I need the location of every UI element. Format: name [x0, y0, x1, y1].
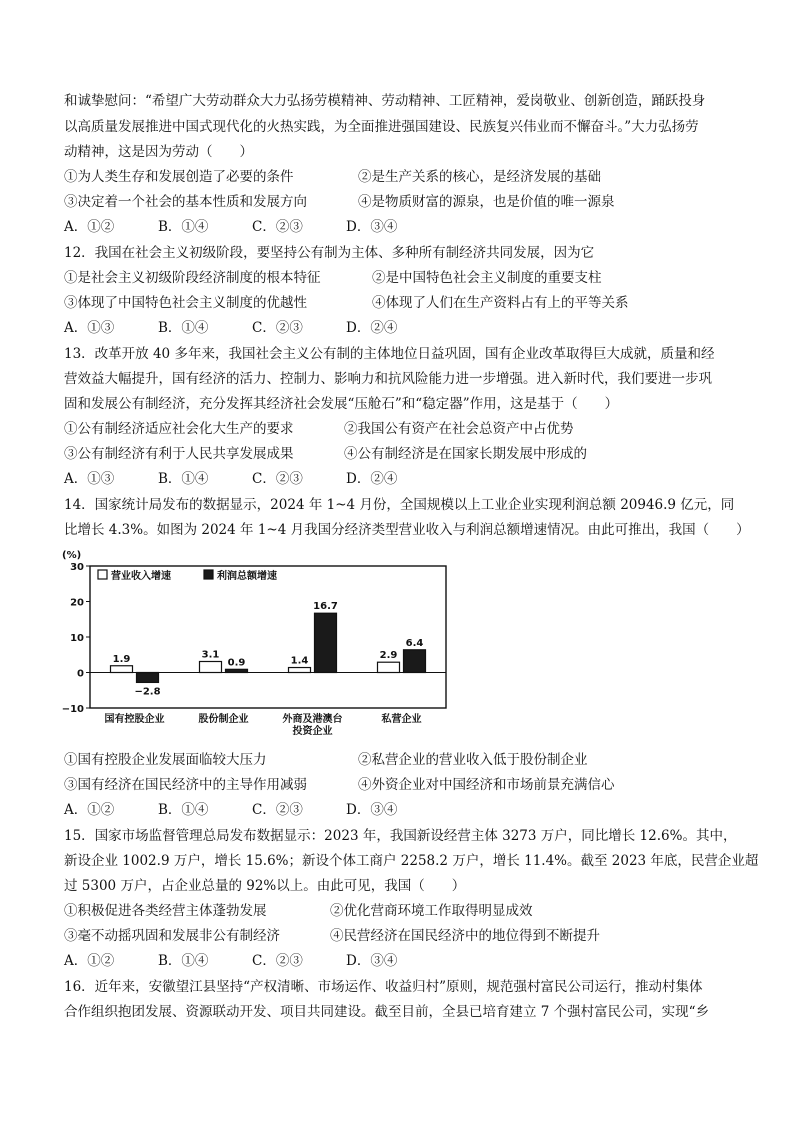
q11-item-2: ②是生产关系的核心，是经济发展的基础 — [358, 169, 601, 185]
q13-item-2: ②我国公有资产在社会总资产中占优势 — [344, 421, 574, 437]
y-tick-label: 10 — [70, 633, 84, 644]
category-label: 国有控股企业 — [104, 714, 165, 725]
q12-item-2: ②是中国特色社会主义制度的重要支柱 — [372, 270, 602, 286]
q16-stem-line-2: 合作组织抱团发展、资源联动开发、项目共同建设。截至目前，全县已培育建立 7 个强村富民公司，实现“乡 — [64, 1004, 710, 1020]
y-tick-label: −10 — [61, 704, 84, 715]
bar-revenue — [378, 662, 400, 672]
bar-profit — [315, 613, 337, 672]
q15-item-4: ④民营经济在国民经济中的地位得到不断提升 — [330, 928, 600, 944]
q12-item-3: ③体现了中国特色社会主义制度的优越性 — [64, 295, 307, 311]
category-label: 外商及港澳台 — [282, 714, 343, 725]
q12-option-b: B．①④ — [158, 320, 209, 336]
q14-options — [64, 801, 397, 819]
bar-value-label: 0.9 — [227, 657, 246, 669]
bar-revenue — [111, 666, 133, 673]
q12-stem-line-1: 12．我国在社会主义初级阶段，要坚持公有制为主体、多种所有制经济共同发展，因为它 — [64, 245, 595, 261]
legend-swatch — [204, 570, 213, 579]
bar-value-label: −2.8 — [134, 686, 161, 698]
q16-stem-line-1: 16．近年来，安徽望江县坚持“产权清晰、市场运作、收益归村”原则，规范强村富民公司运行，推动村集体 — [64, 979, 703, 995]
q13-item-4: ④公有制经济是在国家长期发展中形成的 — [344, 446, 587, 462]
q14-item-4: ④外资企业对中国经济和市场前景充满信心 — [358, 777, 615, 793]
q14-option-c: C．②③ — [252, 802, 303, 818]
bar-revenue — [289, 668, 311, 673]
q13-stem-line-2: 营效益大幅提升，国有经济的活力、控制力、影响力和抗风险能力进一步增强。进入新时代，我们要进一步巩 — [64, 371, 712, 387]
q11-item-1: ①为人类生存和发展创造了必要的条件 — [64, 169, 294, 185]
q12-option-a: A．①③ — [64, 320, 115, 336]
bar-value-label: 1.4 — [290, 655, 309, 667]
q15-item-1: ①积极促进各类经营主体蓬勃发展 — [64, 903, 267, 919]
q14-item-3: ③国有经济在国民经济中的主导作用减弱 — [64, 777, 307, 793]
q14-stem-line-1: 14．国家统计局发布的数据显示，2024 年 1~4 月份，全国规模以上工业企业实现利润总额 20946.9 亿元，同 — [64, 497, 735, 513]
q12-option-c: C．②③ — [252, 320, 303, 336]
q11-option-d: D．③④ — [346, 219, 398, 235]
bar-profit — [226, 669, 248, 672]
q14-option-b: B．①④ — [158, 802, 209, 818]
q11-options — [64, 218, 397, 236]
q15-stem-line-3: 过 5300 万户，占企业总量的 92%以上。由此可见，我国（ ） — [64, 878, 466, 894]
q14-option-d: D．③④ — [346, 802, 398, 818]
y-tick-label: 20 — [70, 597, 84, 609]
q13-options — [64, 470, 397, 488]
q11-option-a: A．①② — [64, 219, 115, 235]
q13-option-b: B．①④ — [158, 471, 209, 487]
q12-option-d: D．②④ — [346, 320, 398, 336]
q15-option-b: B．①④ — [158, 953, 209, 969]
q15-options — [64, 952, 397, 970]
q11-stem-line-3: 动精神，这是因为劳动（ ） — [64, 144, 253, 160]
bar-value-label: 16.7 — [313, 601, 338, 613]
legend-label: 利润总额增速 — [217, 571, 277, 582]
q15-option-a: A．①② — [64, 953, 115, 969]
bar-profit — [404, 650, 426, 673]
category-label: 股份制企业 — [198, 714, 249, 725]
q14-item-1: ①国有控股企业发展面临较大压力 — [64, 752, 267, 768]
q11-option-b: B．①④ — [158, 219, 209, 235]
q12-options — [64, 319, 397, 337]
q11-stem-line-2: 以高质量发展推进中国式现代化的火热实践，为全面推进强国建设、民族复兴伟业而不懈奋斗。”大力弘扬劳 — [64, 119, 699, 135]
q13-item-3: ③公有制经济有利于人民共享发展成果 — [64, 446, 294, 462]
q15-item-2: ②优化营商环境工作取得明显成效 — [330, 903, 533, 919]
q13-item-1: ①公有制经济适应社会化大生产的要求 — [64, 421, 294, 437]
category-label: 私营企业 — [381, 714, 422, 725]
q14-item-2: ②私营企业的营业收入低于股份制企业 — [358, 752, 588, 768]
bar-value-label: 3.1 — [201, 649, 220, 661]
q12-item-4: ④体现了人们在生产资料占有上的平等关系 — [372, 295, 629, 311]
q13-option-c: C．②③ — [252, 471, 303, 487]
q13-stem-line-1: 13．改革开放 40 多年来，我国社会主义公有制的主体地位日益巩固，国有企业改革取得巨大成就，质量和经 — [64, 346, 715, 362]
q13-stem-line-3: 固和发展公有制经济，充分发挥其经济社会发展“压舱石”和“稳定器”作用，这是基于（ ） — [64, 396, 619, 412]
q13-option-a: A．①③ — [64, 471, 115, 487]
q11-option-c: C．②③ — [252, 219, 303, 235]
bar-profit — [137, 673, 159, 683]
q14-option-a: A．①② — [64, 802, 115, 818]
q15-option-d: D．③④ — [346, 953, 398, 969]
category-label: 投资企业 — [292, 726, 333, 737]
y-axis-unit: (%) — [62, 550, 82, 561]
q14-stem-line-2: 比增长 4.3%。如图为 2024 年 1~4 月我国分经济类型营业收入与利润总额增速情况。由此可推出，我国（ ） — [64, 522, 750, 538]
q15-stem-line-1: 15．国家市场监督管理总局发布数据显示：2023 年，我国新设经营主体 3273 万户，同比增长 12.6%。其中， — [64, 828, 737, 844]
bar-value-label: 6.4 — [405, 637, 424, 649]
y-tick-label: 30 — [70, 562, 84, 573]
q13-option-d: D．②④ — [346, 471, 398, 487]
q15-item-3: ③毫不动摇巩固和发展非公有制经济 — [64, 928, 280, 944]
q11-item-4: ④是物质财富的源泉，也是价值的唯一源泉 — [358, 194, 615, 210]
q15-option-c: C．②③ — [252, 953, 303, 969]
q12-item-1: ①是社会主义初级阶段经济制度的根本特征 — [64, 270, 321, 286]
bar-revenue — [200, 661, 222, 672]
bar-value-label: 2.9 — [379, 650, 398, 662]
q15-stem-line-2: 新设企业 1002.9 万户，增长 15.6%；新设个体工商户 2258.2 万户，增长 11.4%。截至 2023 年底，民营企业超 — [64, 853, 759, 869]
growth-bar-chart — [56, 546, 456, 742]
legend-swatch — [98, 570, 107, 579]
q11-item-3: ③决定着一个社会的基本性质和发展方向 — [64, 194, 307, 210]
y-tick-label: 0 — [77, 668, 84, 680]
legend-label: 营业收入增速 — [111, 571, 171, 582]
q11-stem-line-1: 和诚挚慰问：“希望广大劳动群众大力弘扬劳模精神、劳动精神、工匠精神，爱岗敬业、创新创造，踊跃投身 — [64, 93, 706, 109]
bar-value-label: 1.9 — [112, 653, 131, 665]
